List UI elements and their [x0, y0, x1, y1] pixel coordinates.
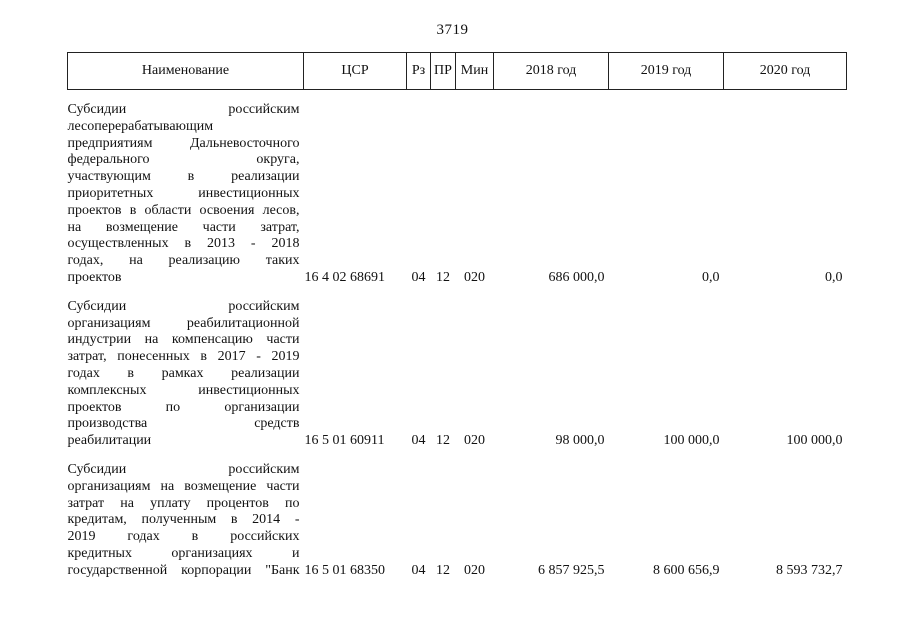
row-2018: 686 000,0: [548, 269, 605, 285]
header-pr: ПР: [431, 53, 456, 90]
row-pr: 12: [436, 433, 450, 449]
table-row: [68, 102, 847, 287]
name-line: кредитных организациях и: [67, 545, 300, 561]
header-csr: ЦСР: [304, 53, 407, 90]
row-rz: 04: [411, 562, 426, 578]
name-line: на возмещение части затрат,: [67, 219, 300, 235]
header-name: Наименование: [68, 53, 304, 90]
row-name: [68, 299, 304, 450]
name-line: затрат на уплату процентов по: [67, 495, 300, 511]
row-name: [68, 462, 304, 580]
row-min: 020: [464, 562, 485, 578]
row-2020: 0,0: [825, 269, 843, 285]
header-min: Мин: [456, 53, 494, 90]
header-2019: 2019 год: [609, 53, 724, 90]
row-csr: 16 5 01 68350: [304, 562, 385, 578]
name-line: Субсидии российским: [67, 102, 300, 117]
name-line: реабилитации: [67, 433, 152, 449]
name-line: годах в рамках реализации: [67, 365, 300, 381]
name-line: индустрии на компенсацию части: [67, 332, 300, 348]
name-line: участвующим в реализации: [67, 169, 300, 185]
name-line: проектов: [67, 269, 122, 285]
name-line: Субсидии российским: [67, 298, 300, 314]
row-name: [68, 102, 304, 287]
name-line: федерального округа,: [67, 152, 300, 168]
row-2019: 8 600 656,9: [653, 562, 720, 578]
header-rz: Рз: [407, 53, 431, 90]
row-csr: 16 5 01 60911: [304, 433, 385, 449]
name-line: проектов в области освоения лесов,: [67, 202, 300, 218]
table-row: [68, 462, 847, 580]
row-rz: 04: [411, 433, 426, 449]
row-2019: 0,0: [702, 269, 720, 285]
budget-table: [67, 52, 847, 580]
name-line: 2019 годах в российских: [67, 529, 300, 545]
row-min: 020: [464, 433, 485, 449]
row-min: 020: [464, 269, 485, 285]
table-row: [68, 299, 847, 450]
name-line: организациям реабилитационной: [67, 315, 300, 331]
name-line: лесоперерабатывающим: [67, 118, 214, 134]
name-line: кредитам, полученным в 2014 -: [67, 512, 300, 528]
name-line: производства средств: [67, 416, 300, 432]
row-2020: 100 000,0: [786, 433, 843, 449]
name-line: государственной корпорации "Банк: [67, 562, 300, 578]
name-line: затрат, понесенных в 2017 - 2019: [67, 349, 300, 365]
header-2020: 2020 год: [724, 53, 847, 90]
name-line: предприятиям Дальневосточного: [67, 135, 300, 151]
name-line: годах, на реализацию таких: [67, 253, 300, 269]
name-line: комплексных инвестиционных: [67, 382, 300, 398]
row-2020: 8 593 732,7: [776, 562, 843, 578]
row-pr: 12: [436, 269, 450, 285]
name-line: организациям на возмещение части: [67, 478, 300, 494]
row-2018: 98 000,0: [555, 433, 605, 449]
name-line: проектов по организации: [67, 399, 300, 415]
row-csr: 16 4 02 68691: [304, 269, 385, 285]
header-2018: 2018 год: [494, 53, 609, 90]
header-row: [68, 53, 847, 90]
row-pr: 12: [436, 562, 450, 578]
row-2019: 100 000,0: [663, 433, 720, 449]
row-rz: 04: [411, 269, 426, 285]
row-2018: 6 857 925,5: [538, 562, 605, 578]
name-line: осуществленных в 2013 - 2018: [67, 236, 300, 252]
name-line: приоритетных инвестиционных: [67, 185, 300, 201]
page-number: 3719: [436, 22, 469, 38]
name-line: Субсидии российским: [67, 461, 300, 477]
